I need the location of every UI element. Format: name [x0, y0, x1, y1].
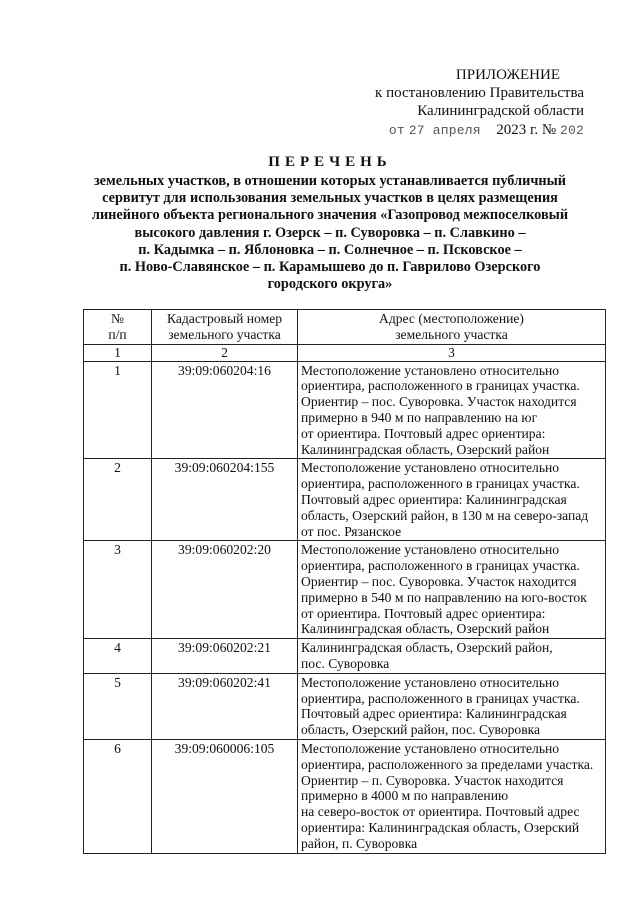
address-line: Ориентир – пос. Суворовка. Участок находится: [301, 394, 577, 410]
column-index: 2: [152, 344, 298, 361]
cadastral-number: 39:09:060006:105: [152, 739, 298, 853]
header-number-line-2: п/п: [108, 326, 127, 342]
address-line: ориентира, расположенного в границах участка.: [301, 690, 580, 706]
row-number: 1: [84, 361, 152, 459]
address-line: от ориентира. Почтовый адрес ориентира:: [301, 425, 546, 441]
subtitle-line: городского округа»: [267, 276, 393, 293]
cadastral-number: 39:09:060202:20: [152, 541, 298, 639]
cadastral-number: 39:09:060204:16: [152, 361, 298, 459]
land-plots-table: [83, 309, 606, 854]
address-line: от ориентира. Почтовый адрес ориентира:: [301, 605, 546, 621]
header-cadastral: [152, 310, 298, 345]
row-number: 6: [84, 739, 152, 853]
subtitle-line: сервитут для использования земельных участков в целях размещения: [102, 190, 558, 207]
row-number: 3: [84, 541, 152, 639]
address-line: область, Озерский район, пос. Суворовка: [301, 722, 541, 738]
address-line: примерно в 4000 м по направлению: [301, 788, 509, 804]
row-number: 2: [84, 459, 152, 541]
title-block: [60, 153, 600, 293]
row-number: 5: [84, 673, 152, 739]
address-line: ориентира, расположенного за пределами участка.: [301, 756, 594, 772]
header-address-line-2: земельного участка: [395, 326, 508, 342]
row-number: 4: [84, 639, 152, 674]
address-line: Калининградская область, Озерский район: [301, 621, 550, 637]
address-line: Калининградская область, Озерский район: [301, 441, 550, 457]
header-number: [84, 310, 152, 345]
appendix-header: [324, 66, 584, 140]
cadastral-number: 39:09:060202:21: [152, 639, 298, 674]
address-cell: [298, 739, 606, 853]
subtitle-line: п. Кадымка – п. Яблоновка – п. Солнечное – п. Псковское –: [138, 241, 522, 258]
subtitle-line: линейного объекта регионального значения «Газопровод межпоселковый: [91, 207, 569, 224]
date-value-stamp: 27 апреля: [408, 123, 481, 138]
address-line: Местоположение установлено относительно: [301, 740, 560, 756]
header-number-line-1: №: [111, 311, 124, 326]
appendix-line-1: к постановлению Правительства: [375, 85, 584, 101]
header-cadastral-line-1: Кадастровый номер: [166, 311, 283, 326]
document-title: ПЕРЕЧЕНЬ: [268, 154, 392, 170]
address-cell: [298, 459, 606, 541]
subtitle-line: земельных участков, в отношении которых устанавливается публичный: [93, 173, 567, 189]
column-index: 3: [298, 344, 606, 361]
table-row: [84, 739, 606, 853]
table-header-row: [84, 310, 606, 345]
table-row: [84, 459, 606, 541]
address-line: Местоположение установлено относительно: [301, 460, 560, 476]
address-line: Почтовый адрес ориентира: Калининградская: [301, 491, 567, 507]
appendix-line-2: Калининградской области: [417, 103, 584, 119]
address-cell: [298, 639, 606, 674]
address-line: Местоположение установлено относительно: [301, 674, 560, 690]
table-row: [84, 361, 606, 459]
appendix-heading: ПРИЛОЖЕНИЕ: [455, 67, 560, 83]
address-line: район, п. Суворовка: [301, 835, 418, 851]
appendix-date-line: [324, 121, 584, 140]
address-line: от пос. Рязанское: [301, 523, 402, 539]
cadastral-number: 39:09:060202:41: [152, 673, 298, 739]
address-line: Калининградская область, Озерский район,: [301, 640, 553, 656]
column-index-row: [84, 344, 606, 361]
year-label: 2023 г. №: [496, 122, 557, 138]
table-row: [84, 541, 606, 639]
address-cell: [298, 541, 606, 639]
header-address: [298, 310, 606, 345]
header-cadastral-line-2: земельного участка: [168, 326, 281, 342]
address-line: примерно в 940 м по направлению на юг: [301, 409, 538, 425]
column-index: 1: [84, 344, 152, 361]
address-line: ориентира, расположенного в границах участка.: [301, 558, 580, 574]
table-row: [84, 639, 606, 674]
date-prefix-stamp: от: [388, 123, 405, 138]
address-line: пос. Суворовка: [301, 655, 390, 671]
address-line: ориентира, расположенного в границах участка.: [301, 378, 580, 394]
document-subtitle: [60, 173, 600, 293]
address-line: Местоположение установлено относительно: [301, 362, 560, 378]
header-address-line-1: Адрес (местоположение): [379, 311, 524, 326]
address-cell: [298, 361, 606, 459]
address-line: Ориентир – пос. Суворовка. Участок находится: [301, 573, 577, 589]
address-line: Почтовый адрес ориентира: Калининградская: [301, 706, 567, 722]
subtitle-line: п. Ново-Славянское – п. Карамышево до п. Гаврилово Озерского: [119, 259, 541, 276]
address-line: ориентира, расположенного в границах участка.: [301, 476, 580, 492]
address-cell: [298, 673, 606, 739]
address-line: Местоположение установлено относительно: [301, 542, 560, 558]
address-line: на северо-восток от ориентира. Почтовый адрес: [301, 804, 580, 820]
document-number-stamp: 202: [559, 123, 584, 138]
address-line: область, Озерский район, в 130 м на северо-запад: [301, 507, 589, 523]
table-row: [84, 673, 606, 739]
address-line: примерно в 540 м по направлению на юго-восток: [301, 589, 587, 605]
address-line: ориентира: Калининградская область, Озерский: [301, 819, 580, 835]
subtitle-line: высокого давления г. Озерск – п. Суворовка – п. Славкино –: [134, 224, 526, 241]
cadastral-number: 39:09:060204:155: [152, 459, 298, 541]
address-line: Ориентир – п. Суворовка. Участок находится: [301, 772, 564, 788]
